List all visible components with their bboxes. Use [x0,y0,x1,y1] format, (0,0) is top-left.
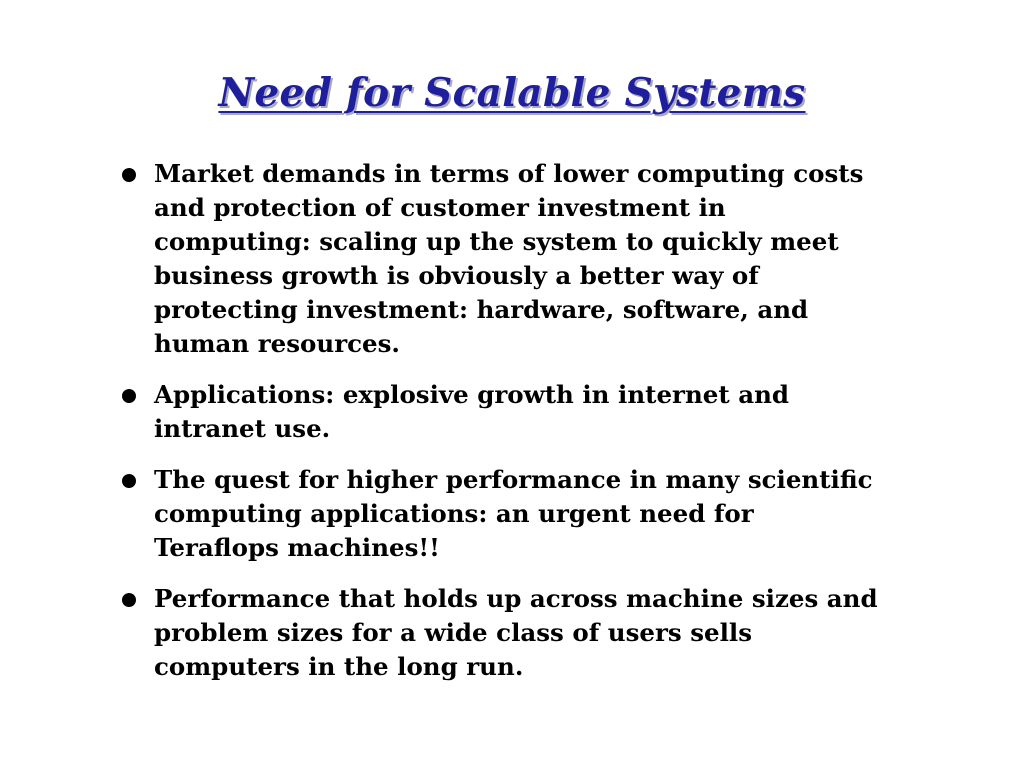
bullet-icon [122,168,136,182]
bullet-item-3 [114,463,914,565]
slide-title: Need for Scalable Systems [218,70,806,116]
bullet-text: The quest for higher performance in many scientific computing applications: an urgent need for Teraflops machines!! [154,465,873,562]
bullet-icon [122,593,136,607]
bullet-icon [122,389,136,403]
bullet-text: Market demands in terms of lower computing costs and protection of customer investment in computing: scaling up the system to quickly meet business growth is obviously a better way of protecting investment: hardware, software, and human resources. [154,159,864,358]
bullet-list [114,157,914,701]
bullet-icon [122,474,136,488]
bullet-text: Performance that holds up across machine sizes and problem sizes for a wide class of users sells computers in the long run. [154,584,878,681]
bullet-item-4 [114,582,914,684]
bullet-item-2 [114,378,914,446]
bullet-text: Applications: explosive growth in internet and intranet use. [154,380,790,443]
bullet-item-1 [114,157,914,361]
